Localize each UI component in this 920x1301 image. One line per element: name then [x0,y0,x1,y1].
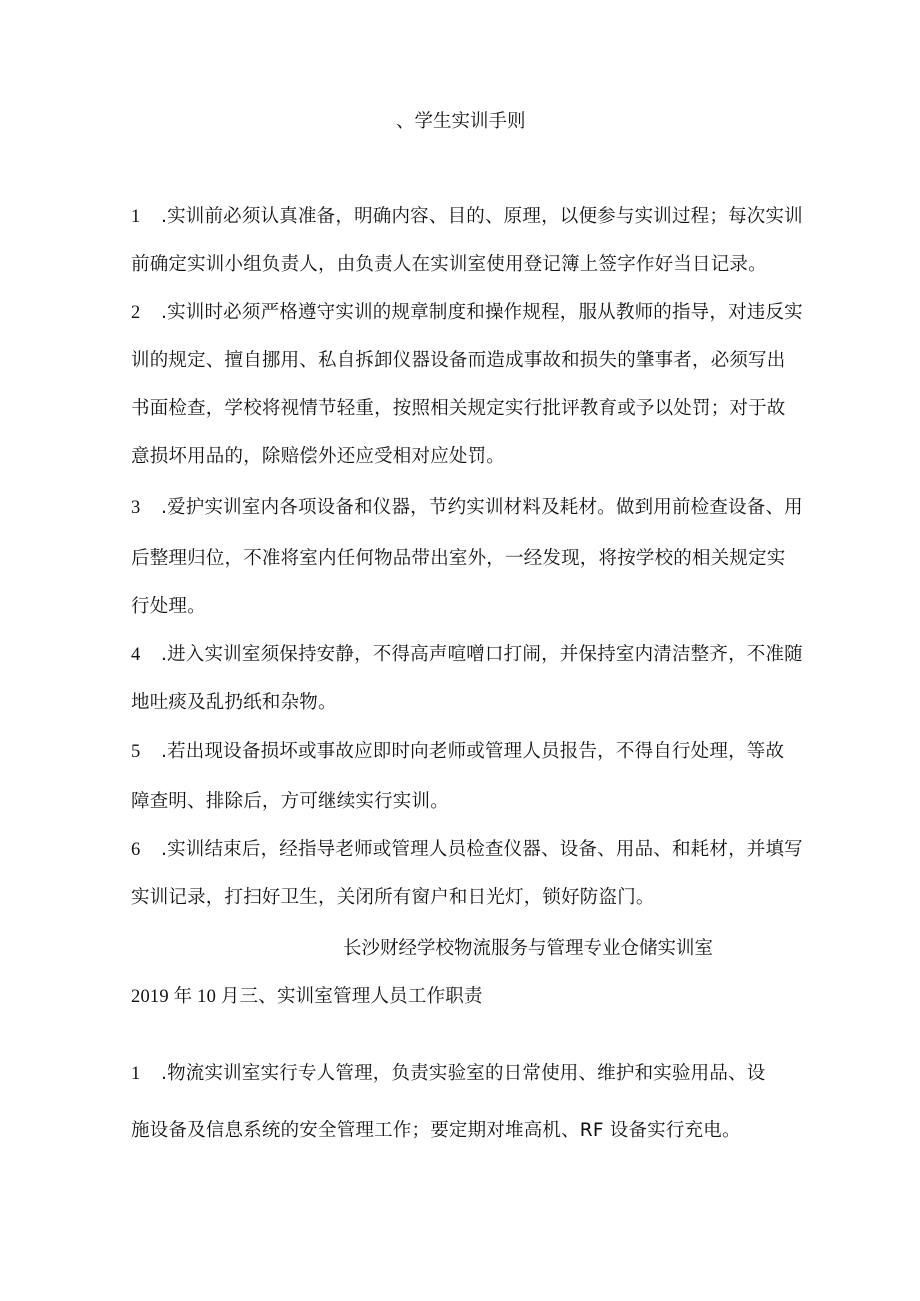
date-and-section-heading: 2019 年 10 月三、实训室管理人员工作职责 [131,987,483,1007]
rule-5-line-2: 障查明、排除后，方可继续实行实训。 [131,791,449,812]
rule-1-line-1 [131,205,803,229]
signature-line: 长沙财经学校物流服务与管理专业仓储实训室 [343,938,714,959]
rule-2-line-1 [131,301,803,325]
rule-6-line-2: 实训记录，打扫好卫生，关闭所有窗户和日光灯，锁好防盗门。 [131,887,655,908]
rule-3-line-3: 行处理。 [131,596,206,617]
duty-text: .物流实训室实行专人管理，负责实验室的日常使用、维护和实验用品、设 [161,1063,766,1084]
rule-1-line-2: 前确定实训小组负责人，由负责人在实训室使用登记簿上签字作好当日记录。 [131,254,767,275]
duty-number: 1 [131,1064,141,1084]
rule-text: .实训时必须严格遵守实训的规章制度和操作规程，服从教师的指导，对违反实 [161,302,803,323]
section-title: 、学生实训手则 [396,111,526,132]
rule-2-line-4: 意损坏用品的，除赔偿外还应受相对应处罚。 [131,446,506,467]
rule-text: .实训前必须认真准备，明确内容、目的、原理，以便参与实训过程；每次实训 [161,206,803,227]
rule-number: 3 [131,498,141,518]
rule-2-line-2: 训的规定、擅自挪用、私自拆卸仪器设备而造成事故和损失的肇事者，必须写出 [131,350,786,371]
rule-number: 4 [131,645,141,665]
rule-text: .进入实训室须保持安静，不得高声喧噌口打闹，并保持室内清洁整齐，不准随 [161,644,803,665]
rule-4-line-1 [131,643,803,667]
rule-number: 2 [131,303,141,323]
rule-number: 1 [131,207,141,227]
rule-3-line-1 [131,496,803,520]
rule-4-line-2: 地吐痰及乱扔纸和杂物。 [131,692,337,713]
rule-number: 6 [131,840,141,860]
rule-text: .实训结束后，经指导老师或管理人员检查仪器、设备、用品、和耗材，并填写 [161,839,803,860]
rule-2-line-3: 书面检查，学校将视情节轻重，按照相关规定实行批评教育或予以处罚；对于故 [131,398,786,419]
rule-5-line-1 [131,740,784,764]
rule-3-line-2: 后整理归位，不准将室内任何物品带出室外，一经发现，将按学校的相关规定实 [131,548,786,569]
duty-1-line-1 [131,1062,765,1086]
rule-text: .若出现设备损坏或事故应即时向老师或管理人员报告，不得自行处理，等故 [161,741,785,762]
rule-number: 5 [131,742,141,762]
duty-1-line-2: 施设备及信息系统的安全管理工作；要定期对堆高机、RF 设备实行充电。 [131,1120,741,1141]
rule-text: .爱护实训室内各项设备和仪器，节约实训材料及耗材。做到用前检查设备、用 [161,497,803,518]
rule-6-line-1 [131,838,803,862]
